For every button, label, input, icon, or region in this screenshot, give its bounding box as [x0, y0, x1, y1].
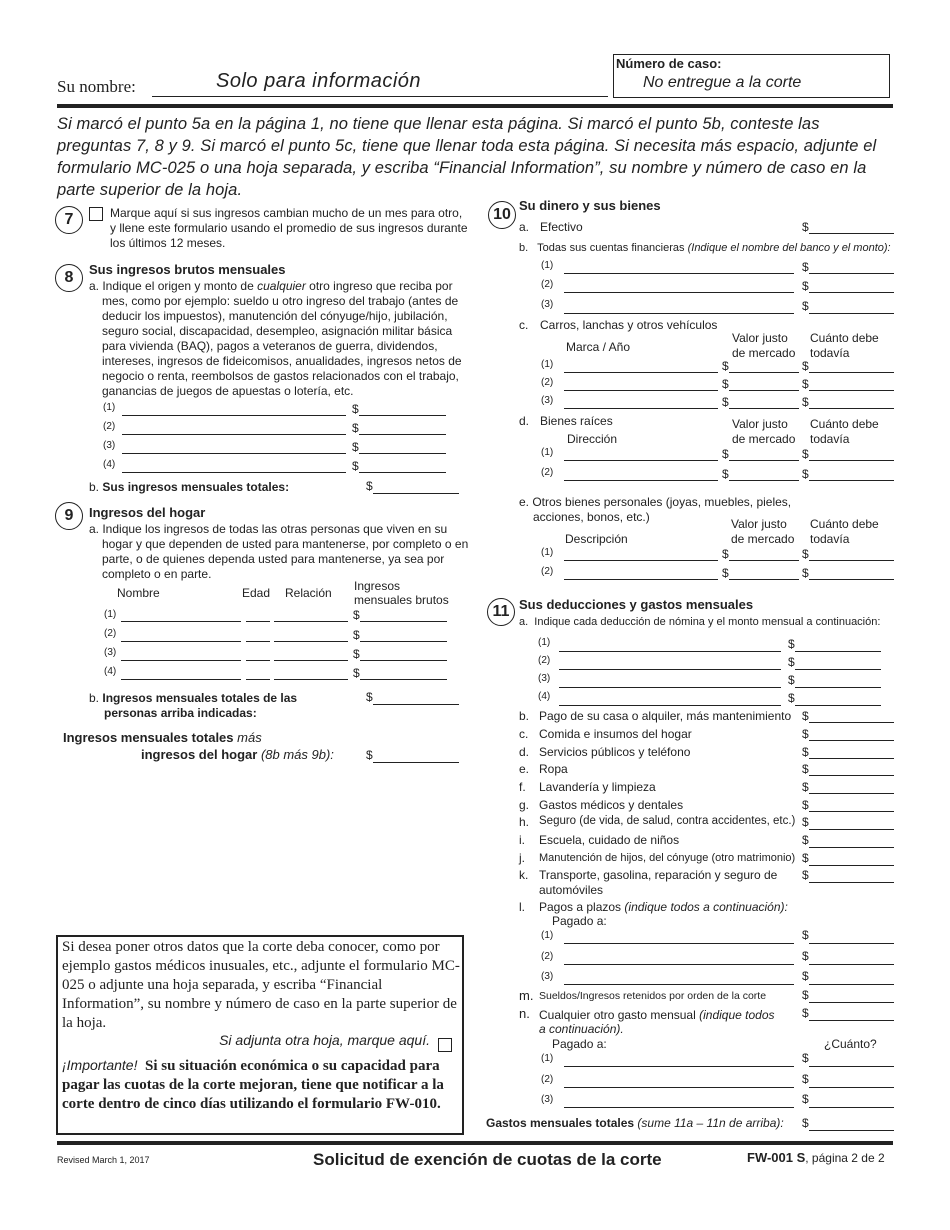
dollar-sign: $ — [802, 762, 809, 776]
q8-b-letter: b. — [89, 480, 100, 494]
q10-account-2-amount[interactable] — [809, 292, 894, 293]
q11-installment-2-field[interactable] — [564, 964, 794, 965]
row-num: (4) — [103, 459, 116, 470]
q11-deduction-4-field[interactable] — [559, 705, 781, 706]
row-num: (2) — [541, 1074, 554, 1085]
q11-deduction-2-field[interactable] — [559, 669, 781, 670]
dollar-sign: $ — [353, 647, 360, 661]
expense-label-garnish: Sueldos/Ingresos retenidos por orden de la corte — [539, 990, 767, 1002]
q10-vehicle-1-owe[interactable] — [809, 372, 894, 373]
col-header-name: Nombre — [117, 586, 160, 600]
expenses-total-text: Gastos mensuales totales — [486, 1116, 635, 1130]
fair-value-2: de mercado — [732, 432, 796, 446]
q9-income-3-field[interactable] — [360, 660, 447, 661]
q10-property-2-value[interactable] — [729, 480, 799, 481]
dollar-sign: $ — [802, 547, 809, 561]
q8-a-text — [89, 279, 474, 399]
q11-deduction-2-amount[interactable] — [795, 669, 881, 670]
fair-value-1: Valor justo — [732, 331, 788, 345]
q10-property-1-value[interactable] — [729, 460, 799, 461]
dollar-sign: $ — [802, 928, 809, 942]
page-number: , página 2 de 2 — [805, 1151, 885, 1165]
q8-a-rest: otro ingreso que reciba por mes, como por ejemplo: sueldo u otro ingreso del trabajo (antes de deducir los impuestos), manutención del cónyuge/hijo, jubilación, seguro social, discapacidad, desempleo, asignación militar básica para vivienda (BAQ), pagos a veteranos de guerra, dividendos, intereses, ingresos de fideicomisos, anualidades, ingresos netos de negocio o renta, reembolsos de gastos relacionados con el trabajo, ganancias de juegos de apuestas o lotería, etc. — [102, 279, 462, 398]
q9-title: Ingresos del hogar — [89, 505, 206, 520]
q8-source-2-field[interactable] — [122, 434, 346, 435]
expense-label-food: Comida e insumos del hogar — [539, 727, 692, 741]
q11-other-3-field[interactable] — [564, 1107, 794, 1108]
q10-c-col-owe — [810, 331, 879, 361]
footer-divider — [57, 1141, 893, 1145]
expense-label-school: Escuela, cuidado de niños — [539, 833, 680, 847]
dollar-sign: $ — [802, 299, 809, 313]
expense-housing-field[interactable] — [809, 722, 894, 723]
col-header-relation: Relación — [285, 586, 332, 600]
form-title: Solicitud de exención de cuotas de la corte — [313, 1150, 662, 1169]
q8-b-text: Sus ingresos mensuales totales: — [102, 480, 290, 494]
col-header-income-1: Ingresos — [354, 579, 401, 593]
form-id: FW-001 S — [747, 1150, 806, 1165]
q10-asset-1-value[interactable] — [729, 560, 799, 561]
row-num: (2) — [103, 421, 116, 432]
row-num: (2) — [541, 566, 554, 577]
expenses-total-italic: (sume 11a – 11n de arriba): — [637, 1116, 784, 1130]
owe-1: Cuánto debe — [810, 517, 879, 531]
q10-e-col-fair — [731, 517, 794, 547]
q10-property-2-field[interactable] — [564, 480, 718, 481]
expense-label-utilities: Servicios públicos y teléfono — [539, 745, 691, 759]
expense-school-field[interactable] — [809, 847, 894, 848]
q9-relation-1-field[interactable] — [274, 621, 348, 622]
q8-amount-4-field[interactable] — [359, 472, 446, 473]
q10-cash-field[interactable] — [809, 233, 894, 234]
q8-amount-3-field[interactable] — [359, 453, 446, 454]
q10-asset-2-value[interactable] — [729, 579, 799, 580]
case-number-label: Número de caso: — [616, 56, 722, 71]
q11-n-text: Cualquier otro gasto mensual — [539, 1008, 696, 1022]
attach-sheet-label: Si adjunta otra hoja, marque aquí. — [219, 1032, 430, 1048]
dollar-sign: $ — [802, 780, 809, 794]
q10-vehicle-1-value[interactable] — [729, 372, 799, 373]
item-letter: n. — [519, 1006, 530, 1021]
item-letter: b. — [519, 709, 530, 723]
row-num: (4) — [104, 666, 117, 677]
q8-a-prefix: a. Indique el origen y monto de — [89, 279, 258, 293]
dollar-sign: $ — [722, 359, 729, 373]
q11-title: Sus deducciones y gastos mensuales — [519, 597, 754, 612]
dollar-sign: $ — [802, 1092, 809, 1106]
q11-other-2-amount[interactable] — [809, 1087, 894, 1088]
additional-info-text: Si desea poner otros datos que la corte deba conocer, como por ejemplo gastos médicos inusuales, etc., adjunte el formulario MC-025 o adjunte una hoja separada, y escriba “Financial Information”, su nombre y número de caso en la parte superior de la hoja. — [62, 939, 460, 1031]
item-letter: k. — [519, 868, 529, 882]
item-7-number: 7 — [64, 211, 74, 228]
q11-installment-3-field[interactable] — [564, 984, 794, 985]
q10-vehicle-2-owe[interactable] — [809, 390, 894, 391]
dollar-sign: $ — [353, 666, 360, 680]
q10-vehicle-2-field[interactable] — [564, 390, 718, 391]
q10-c-letter: c. — [519, 318, 529, 332]
q10-asset-1-owe[interactable] — [809, 560, 894, 561]
dollar-sign: $ — [802, 988, 809, 1002]
row-num: (1) — [541, 930, 554, 941]
q9-income-2-field[interactable] — [360, 641, 447, 642]
name-value: Solo para información — [216, 70, 422, 92]
row-num: (1) — [541, 1053, 554, 1064]
paid-to-label: Pagado a: — [552, 914, 607, 928]
q10-d-label: Bienes raíces — [540, 414, 613, 428]
q9-name-3-field[interactable] — [121, 660, 241, 661]
dollar-sign: $ — [802, 447, 809, 461]
q8-b-label — [89, 480, 289, 495]
row-num: (1) — [103, 402, 116, 413]
q8-a-italic: cualquier — [257, 279, 306, 293]
item-8-number: 8 — [64, 269, 74, 286]
dollar-sign: $ — [722, 447, 729, 461]
owe-1: Cuánto debe — [810, 331, 879, 345]
dollar-sign: $ — [366, 690, 373, 704]
dollar-sign: $ — [722, 395, 729, 409]
dollar-sign: $ — [802, 1051, 809, 1065]
q9-b-letter: b. — [89, 691, 100, 705]
q9-a-text: a. Indique los ingresos de todas las otras personas que viven en su hogar y que dependen de usted para mantenerse, por completo o en parte, o de quienes dependa usted para mantenerse, ya sea por completo o en parte. — [89, 522, 469, 581]
row-num: (1) — [541, 447, 554, 458]
dollar-sign: $ — [802, 1072, 809, 1086]
q10-d-col-owe — [810, 417, 879, 447]
q8-title: Sus ingresos brutos mensuales — [89, 262, 286, 277]
q10-b-label: b. Todas sus cuentas financieras (Indique el nombre del banco y el monto): — [519, 242, 891, 254]
household-total-field[interactable] — [373, 762, 459, 763]
row-num: (2) — [104, 628, 117, 639]
header-divider — [57, 104, 893, 108]
dollar-sign: $ — [802, 851, 809, 865]
q11-installment-2-amount[interactable] — [809, 964, 894, 965]
item-10-number: 10 — [493, 206, 511, 223]
item-9-badge — [55, 502, 83, 530]
col-header-income-2: mensuales brutos — [354, 593, 449, 607]
fair-value-2: de mercado — [731, 532, 795, 546]
dollar-sign: $ — [802, 359, 809, 373]
household-total-label-2 — [141, 747, 334, 762]
expense-utilities-field[interactable] — [809, 758, 894, 759]
q8-source-1-field[interactable] — [122, 415, 346, 416]
q10-b-italic: (Indique el nombre del banco y el monto): — [687, 242, 891, 254]
expense-garnish-field[interactable] — [809, 1002, 894, 1003]
q10-c-col-fair — [732, 331, 795, 361]
row-num: (3) — [541, 299, 554, 310]
expense-label-medical: Gastos médicos y dentales — [539, 798, 684, 812]
expense-label-transport: Transporte, gasolina, reparación y seguro de — [539, 868, 778, 882]
item-letter: c. — [519, 727, 529, 741]
dollar-sign: $ — [722, 566, 729, 580]
expense-laundry-field[interactable] — [809, 793, 894, 794]
dollar-sign: $ — [352, 440, 359, 454]
dollar-sign: $ — [802, 709, 809, 723]
expense-label-transport-cont: automóviles — [539, 883, 604, 897]
expense-insurance-field[interactable] — [809, 829, 894, 830]
dollar-sign: $ — [722, 467, 729, 481]
q10-account-1-field[interactable] — [564, 273, 794, 274]
dollar-sign: $ — [802, 566, 809, 580]
dollar-sign: $ — [802, 727, 809, 741]
item-9-number: 9 — [64, 507, 74, 524]
expense-support-field[interactable] — [809, 865, 894, 866]
q10-d-letter: d. — [519, 414, 530, 428]
q9-b-text-2: personas arriba indicadas: — [104, 706, 257, 720]
q9-income-1-field[interactable] — [360, 621, 447, 622]
q9-name-1-field[interactable] — [121, 621, 241, 622]
dollar-sign: $ — [352, 421, 359, 435]
item-10-badge — [488, 201, 516, 229]
row-num: (2) — [541, 377, 554, 388]
q7-text: Marque aquí si sus ingresos cambian mucho de un mes para otro, y llene este formulario usando el promedio de sus ingresos durante los últimos 12 meses. — [110, 206, 468, 250]
q9-relation-3-field[interactable] — [274, 660, 348, 661]
row-num: (3) — [103, 440, 116, 451]
expenses-total-label — [486, 1116, 784, 1131]
q7-checkbox[interactable] — [89, 207, 103, 221]
row-num: (2) — [541, 279, 554, 290]
q10-vehicle-3-owe[interactable] — [809, 408, 894, 409]
q9-age-3-field[interactable] — [246, 660, 270, 661]
expense-transport-field[interactable] — [809, 882, 894, 883]
owe-1: Cuánto debe — [810, 417, 879, 431]
dollar-sign: $ — [802, 467, 809, 481]
q9-relation-2-field[interactable] — [274, 641, 348, 642]
expense-other-field[interactable] — [809, 1020, 894, 1021]
q10-a-letter: a. — [519, 220, 530, 234]
dollar-sign: $ — [722, 377, 729, 391]
dollar-sign: $ — [353, 608, 360, 622]
expense-label-clothing: Ropa — [539, 762, 568, 776]
dollar-sign: $ — [802, 815, 809, 829]
q9-age-2-field[interactable] — [246, 641, 270, 642]
col-header-age: Edad — [242, 586, 271, 600]
q10-vehicle-2-value[interactable] — [729, 390, 799, 391]
item-letter: e. — [519, 762, 530, 776]
q11-deduction-4-amount[interactable] — [795, 705, 881, 706]
q9-relation-4-field[interactable] — [274, 679, 348, 680]
household-total-text-1: Ingresos mensuales totales — [63, 730, 234, 745]
q11-l-italic: (indique todos a continuación): — [624, 900, 788, 914]
q10-e-col-owe — [810, 517, 879, 547]
household-total-italic-1: más — [237, 730, 262, 745]
q10-property-1-field[interactable] — [564, 460, 718, 461]
how-much-label: ¿Cuánto? — [824, 1037, 877, 1051]
q9-age-1-field[interactable] — [246, 621, 270, 622]
q11-other-1-amount[interactable] — [809, 1066, 894, 1067]
q11-l-label — [539, 900, 788, 915]
name-label: Su nombre: — [57, 77, 136, 96]
item-letter: g. — [519, 798, 530, 812]
household-total-label-1 — [63, 730, 262, 745]
q10-e-col-desc: Descripción — [565, 532, 628, 546]
important-text: Si su situación económica o su capacidad para pagar las cuotas de la corte mejoran, tiene que notificar a la corte dentro de cinco días utilizando el formulario FW-010. — [62, 1058, 444, 1112]
dollar-sign: $ — [802, 377, 809, 391]
q10-account-3-amount[interactable] — [809, 313, 894, 314]
dollar-sign: $ — [722, 547, 729, 561]
q11-n-italic-2: a continuación). — [539, 1022, 624, 1036]
item-letter: d. — [519, 745, 530, 759]
q11-other-2-field[interactable] — [564, 1087, 794, 1088]
intro-instructions: Si marcó el punto 5a en la página 1, no tiene que llenar esta página. Si marcó el punto 5b, conteste las preguntas 7, 8 y 9. Si marcó el punto 5c, tiene que llenar toda esta página. Si necesita más espacio, adjunte el formulario MC-025 o una hoja separada, y escriba “Financial Information”, su nombre y número de caso en la parte superior de la hoja. — [57, 115, 877, 199]
q9-name-4-field[interactable] — [121, 679, 241, 680]
item-letter: f. — [519, 780, 526, 794]
q8-total-field[interactable] — [373, 493, 459, 494]
q9-income-4-field[interactable] — [360, 679, 447, 680]
name-field[interactable] — [152, 96, 608, 97]
dollar-sign: $ — [366, 479, 373, 493]
expense-medical-field[interactable] — [809, 811, 894, 812]
q10-account-3-field[interactable] — [564, 313, 794, 314]
q8-amount-2-field[interactable] — [359, 434, 446, 435]
owe-2: todavía — [810, 532, 850, 546]
dollar-sign: $ — [352, 402, 359, 416]
q10-property-2-owe[interactable] — [809, 480, 894, 481]
item-letter: m. — [519, 988, 534, 1003]
q10-vehicle-3-field[interactable] — [564, 408, 718, 409]
dollar-sign: $ — [802, 868, 809, 882]
form-id-page — [747, 1150, 885, 1165]
item-letter: h. — [519, 815, 530, 829]
case-number-value: No entregue a la corte — [643, 74, 802, 91]
expenses-total-field[interactable] — [809, 1130, 894, 1131]
dollar-sign: $ — [788, 637, 795, 651]
q10-e-label-1: e. Otros bienes personales (joyas, muebles, pieles, — [519, 495, 792, 509]
item-letter: j. — [519, 851, 525, 865]
dollar-sign: $ — [802, 949, 809, 963]
item-7-badge — [55, 206, 83, 234]
dollar-sign: $ — [802, 798, 809, 812]
q11-l-text: Pagos a plazos — [539, 900, 622, 914]
important-notice — [62, 1056, 457, 1114]
row-num: (1) — [541, 359, 554, 370]
q11-other-3-amount[interactable] — [809, 1107, 894, 1108]
q10-a-label: Efectivo — [540, 220, 583, 234]
row-num: (1) — [541, 547, 554, 558]
fair-value-1: Valor justo — [732, 417, 788, 431]
q10-account-2-field[interactable] — [564, 292, 794, 293]
dollar-sign: $ — [366, 748, 373, 762]
owe-2: todavía — [810, 432, 850, 446]
q10-c-col-make: Marca / Año — [566, 340, 631, 354]
q11-deduction-3-field[interactable] — [559, 687, 781, 688]
expense-label-insurance: Seguro (de vida, de salud, contra accidentes, etc.) — [539, 815, 796, 827]
q11-n-italic: (indique todos — [699, 1008, 775, 1022]
q10-b-text: Todas sus cuentas financieras — [537, 242, 685, 254]
attach-sheet-checkbox[interactable] — [438, 1038, 452, 1052]
revised-date: Revised March 1, 2017 — [57, 1155, 150, 1165]
row-num: (4) — [538, 691, 551, 702]
q10-c-label: Carros, lanchas y otros vehículos — [540, 318, 718, 332]
q9-total-field[interactable] — [373, 704, 459, 705]
q10-vehicle-3-value[interactable] — [729, 408, 799, 409]
q9-b-label — [89, 691, 297, 721]
row-num: (2) — [541, 951, 554, 962]
q11-a-text: Indique cada deducción de nómina y el monto mensual a continuación: — [534, 616, 881, 628]
q10-asset-2-owe[interactable] — [809, 579, 894, 580]
q10-asset-1-field[interactable] — [564, 560, 718, 561]
row-num: (3) — [541, 395, 554, 406]
q10-e-label-2: acciones, bonos, etc.) — [533, 510, 650, 524]
row-num: (2) — [538, 655, 551, 666]
q10-asset-2-field[interactable] — [564, 579, 718, 580]
dollar-sign: $ — [788, 655, 795, 669]
row-num: (2) — [541, 467, 554, 478]
expense-clothing-field[interactable] — [809, 775, 894, 776]
q10-account-1-amount[interactable] — [809, 273, 894, 274]
q9-age-4-field[interactable] — [246, 679, 270, 680]
dollar-sign: $ — [802, 969, 809, 983]
q9-b-text-1: Ingresos mensuales totales de las — [102, 691, 298, 705]
dollar-sign: $ — [802, 395, 809, 409]
dollar-sign: $ — [802, 745, 809, 759]
item-8-badge — [55, 264, 83, 292]
q11-deduction-3-amount[interactable] — [795, 687, 881, 688]
important-label: ¡Importante! — [62, 1057, 138, 1073]
owe-2: todavía — [810, 346, 850, 360]
q11-n-label — [539, 1008, 775, 1023]
dollar-sign: $ — [788, 673, 795, 687]
q11-deduction-1-field[interactable] — [559, 651, 781, 652]
q8-source-4-field[interactable] — [122, 472, 346, 473]
q11-a-label: a. Indique cada deducción de nómina y el monto mensual a continuación: — [519, 616, 881, 628]
item-11-number: 11 — [492, 603, 510, 620]
q11-deduction-1-amount[interactable] — [795, 651, 881, 652]
fair-value-2: de mercado — [732, 346, 796, 360]
paid-to-label: Pagado a: — [552, 1037, 607, 1051]
row-num: (3) — [541, 1094, 554, 1105]
q10-d-col-fair — [732, 417, 795, 447]
q10-title: Su dinero y sus bienes — [519, 198, 661, 213]
dollar-sign: $ — [788, 691, 795, 705]
q8-source-3-field[interactable] — [122, 453, 346, 454]
q10-vehicle-1-field[interactable] — [564, 372, 718, 373]
expense-label-support: Manutención de hijos, del cónyuge (otro matrimonio) — [539, 852, 796, 864]
row-num: (3) — [538, 673, 551, 684]
dollar-sign: $ — [802, 220, 809, 234]
q9-name-2-field[interactable] — [121, 641, 241, 642]
q10-property-1-owe[interactable] — [809, 460, 894, 461]
expense-label-housing: Pago de su casa o alquiler, más mantenimiento — [539, 709, 792, 723]
fair-value-1: Valor justo — [731, 517, 787, 531]
q11-installment-1-amount[interactable] — [809, 943, 894, 944]
item-letter: l. — [519, 900, 525, 914]
row-num: (3) — [104, 647, 117, 658]
item-11-badge — [487, 598, 515, 626]
dollar-sign: $ — [802, 1116, 809, 1130]
dollar-sign: $ — [802, 279, 809, 293]
row-num: (1) — [104, 609, 117, 620]
row-num: (3) — [541, 971, 554, 982]
item-letter: i. — [519, 833, 525, 847]
household-total-italic-2: (8b más 9b): — [260, 747, 334, 762]
row-num: (1) — [541, 260, 554, 271]
expense-label-laundry: Lavandería y limpieza — [539, 780, 656, 794]
row-num: (1) — [538, 637, 551, 648]
dollar-sign: $ — [802, 833, 809, 847]
household-total-text-2: ingresos del hogar — [141, 747, 258, 762]
col-header-income — [354, 579, 449, 607]
q11-installment-1-field[interactable] — [564, 943, 794, 944]
q11-installment-3-amount[interactable] — [809, 984, 894, 985]
q10-d-col-address: Dirección — [567, 432, 618, 446]
expense-food-field[interactable] — [809, 740, 894, 741]
dollar-sign: $ — [352, 459, 359, 473]
dollar-sign: $ — [353, 628, 360, 642]
dollar-sign: $ — [802, 260, 809, 274]
q11-other-1-field[interactable] — [564, 1066, 794, 1067]
q8-amount-1-field[interactable] — [359, 415, 446, 416]
dollar-sign: $ — [802, 1006, 809, 1020]
